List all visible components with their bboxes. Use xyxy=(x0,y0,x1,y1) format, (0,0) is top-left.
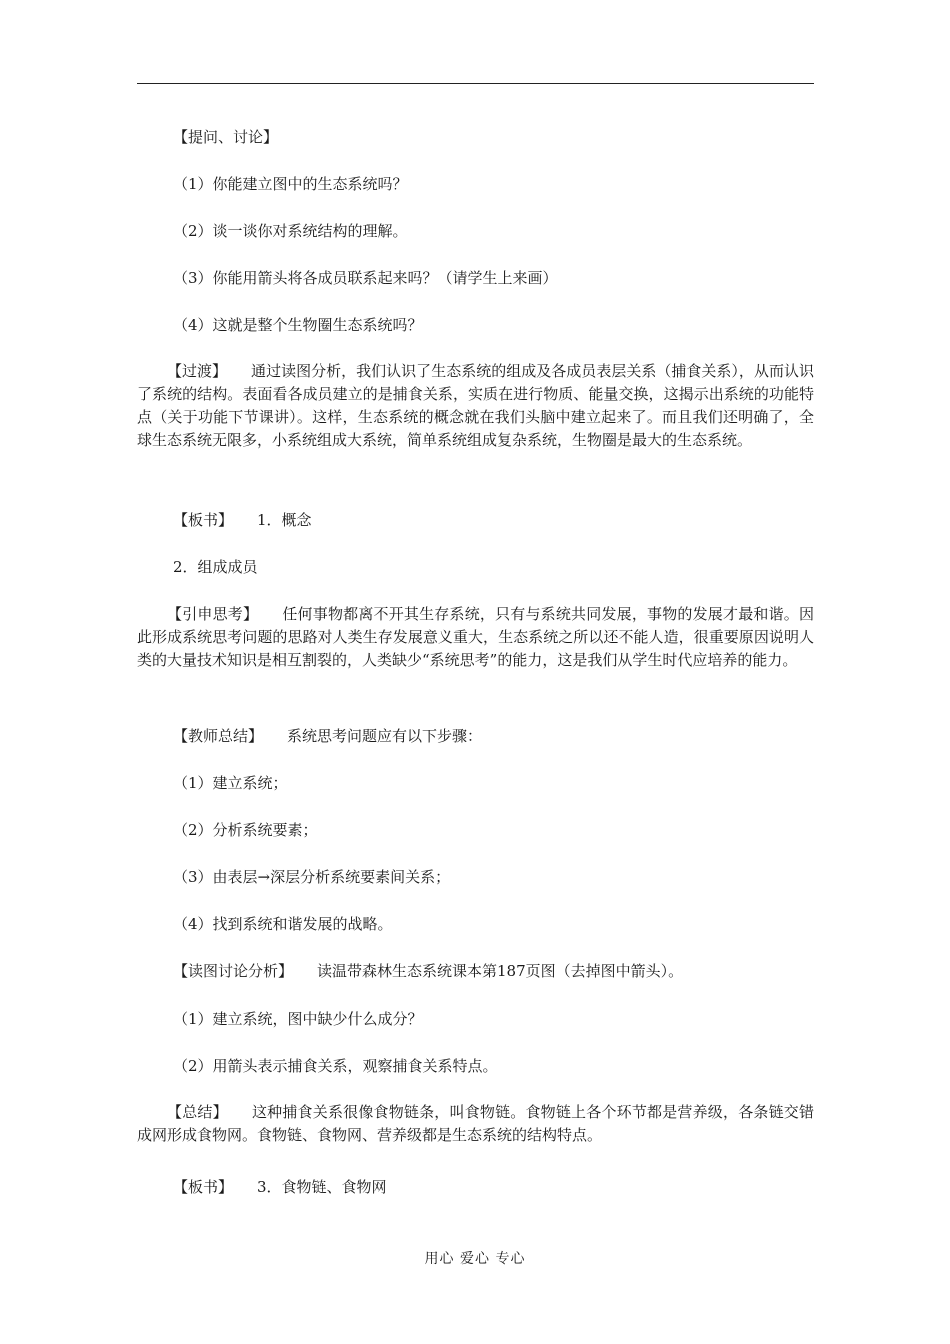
summary-text: 系统思考问题应有以下步骤： xyxy=(287,727,483,745)
conclusion-text: 这种捕食关系很像食物链条，叫食物链。食物链上各个环节都是营养级，各条链交错成网形成食物网。食物链、食物网、营养级都是生态系统的结构特点。 xyxy=(137,1103,814,1144)
board-2 xyxy=(137,1176,814,1199)
summary-label: 【教师总结】 xyxy=(173,727,264,745)
board-2-text: 3．食物链、食物网 xyxy=(257,1178,387,1196)
question-4: （4）这就是整个生物圈生态系统吗？ xyxy=(173,316,423,334)
board-1 xyxy=(137,509,814,532)
read-text: 读温带森林生态系统课本第187页图（去掉图中箭头）。 xyxy=(317,962,684,980)
board-2-label: 【板书】 xyxy=(173,1178,234,1196)
extend-text: 任何事物都离不开其生存系统，只有与系统共同发展，事物的发展才最和谐。因此形成系统思考问题的思路对人类生存发展意义重大，生态系统之所以还不能人造，很重要原因说明人类的大量技术知识是相互割裂的，人类缺少“系统思考”的能力，这是我们从学生时代应培养的能力。 xyxy=(137,605,814,669)
transition-text: 通过读图分析，我们认识了生态系统的组成及各成员表层关系（捕食关系），从而认识了系统的结构。表面看各成员建立的是捕食关系，实质在进行物质、能量交换，这揭示出系统的功能特点（关于功能下节课讲）。这样，生态系统的概念就在我们头脑中建立起来了。而且我们还明确了，全球生态系统无限多，小系统组成大系统，简单系统组成复杂系统，生物圈是最大的生态系统。 xyxy=(137,362,814,449)
page-footer: 用心 爱心 专心 xyxy=(424,1251,526,1267)
extend-paragraph xyxy=(137,603,814,672)
board-1-item-2: 2．组成成员 xyxy=(173,558,258,576)
question-2: （2）谈一谈你对系统结构的理解。 xyxy=(173,222,408,240)
read-label: 【读图讨论分析】 xyxy=(173,962,294,980)
board-1-label: 【板书】 xyxy=(173,511,234,529)
read-question-2: （2）用箭头表示捕食关系，观察捕食关系特点。 xyxy=(173,1057,498,1075)
transition-label: 【过渡】 xyxy=(167,362,228,380)
conclusion-label: 【总结】 xyxy=(167,1103,228,1121)
question-3: （3）你能用箭头将各成员联系起来吗？（请学生上来画） xyxy=(173,269,558,287)
conclusion-paragraph xyxy=(137,1101,814,1147)
read-discussion xyxy=(137,960,814,983)
step-1: （1）建立系统； xyxy=(173,774,288,792)
question-1: （1）你能建立图中的生态系统吗？ xyxy=(173,175,408,193)
step-2: （2）分析系统要素； xyxy=(173,821,318,839)
header-rule xyxy=(137,83,814,84)
teacher-summary xyxy=(137,725,814,748)
transition-paragraph xyxy=(137,360,814,452)
extend-label: 【引申思考】 xyxy=(167,605,259,623)
read-question-1: （1）建立系统，图中缺少什么成分？ xyxy=(173,1010,423,1028)
discussion-heading: 【提问、讨论】 xyxy=(173,128,279,146)
step-4: （4）找到系统和谐发展的战略。 xyxy=(173,915,393,933)
step-3: （3）由表层→深层分析系统要素间关系； xyxy=(173,868,451,886)
board-1-text: 1．概念 xyxy=(257,511,312,529)
